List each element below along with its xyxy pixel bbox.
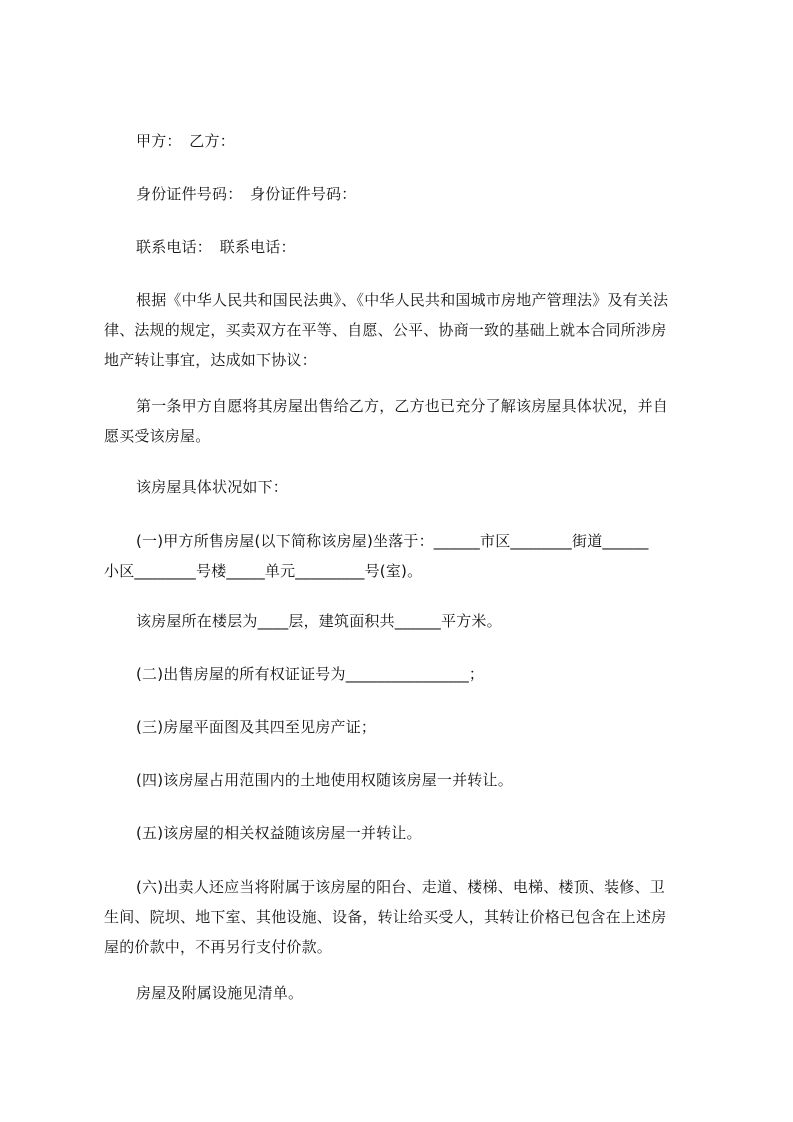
clause-one-location-paragraph	[104, 526, 704, 586]
property-status-heading	[104, 472, 704, 502]
clause-four-paragraph	[104, 765, 704, 795]
text-line: 律、法规的规定，买卖双方在平等、自愿、公平、协商一致的基础上就本合同所涉房	[104, 321, 667, 339]
text-line: 根据《中华人民共和国民法典》、《中华人民共和国城市房地产管理法》及有关法	[136, 291, 669, 309]
clause-two-paragraph	[104, 659, 704, 689]
facility-list-paragraph	[104, 978, 704, 1008]
legal-basis-paragraph	[104, 285, 704, 375]
text-line: 该房屋具体状况如下：	[136, 478, 289, 496]
text-line: 小区________号楼_____单元_________号(室)。	[104, 562, 423, 580]
clause-five-paragraph	[104, 818, 704, 848]
clause-three-paragraph	[104, 712, 704, 742]
text-line: 生间、院坝、地下室、其他设施、设备，转让给买受人，其转让价格已包含在上述房	[104, 908, 667, 926]
id-number-paragraph	[104, 179, 704, 209]
text-line: 第一条甲方自愿将其房屋出售给乙方，乙方也已充分了解该房屋具体状况，并自	[136, 397, 669, 415]
text-line: 该房屋所在楼层为____层，建筑面积共______平方米。	[136, 612, 502, 630]
text-line: 屋的价款中，不再另行支付价款。	[104, 938, 333, 956]
article-one-paragraph	[104, 391, 704, 451]
text-line: 房屋及附属设施见清单。	[136, 984, 304, 1002]
clause-six-paragraph	[104, 872, 704, 962]
phone-paragraph	[104, 232, 704, 262]
party-names-paragraph	[104, 126, 704, 156]
text-line: (二)出售房屋的所有权证证号为________________；	[136, 665, 485, 683]
text-line: 甲方： 乙方：	[136, 132, 235, 150]
text-line: 身份证件号码： 身份证件号码：	[136, 185, 357, 203]
text-line: (四)该房屋占用范围内的土地使用权随该房屋一并转让。	[136, 771, 513, 789]
text-line: (六)出卖人还应当将附属于该房屋的阳台、走道、楼梯、电梯、楼顶、装修、卫	[136, 878, 665, 896]
text-line: (一)甲方所售房屋(以下简称该房屋)坐落于：______市区________街道______	[136, 532, 649, 550]
text-line: (三)房屋平面图及其四至见房产证；	[136, 718, 377, 736]
text-line: 联系电话： 联系电话：	[136, 238, 296, 256]
text-line: 地产转让事宜，达成如下协议：	[104, 351, 317, 369]
text-line: 愿买受该房屋。	[104, 427, 211, 445]
text-line: (五)该房屋的相关权益随该房屋一并转让。	[136, 824, 422, 842]
floor-area-paragraph	[104, 606, 704, 636]
